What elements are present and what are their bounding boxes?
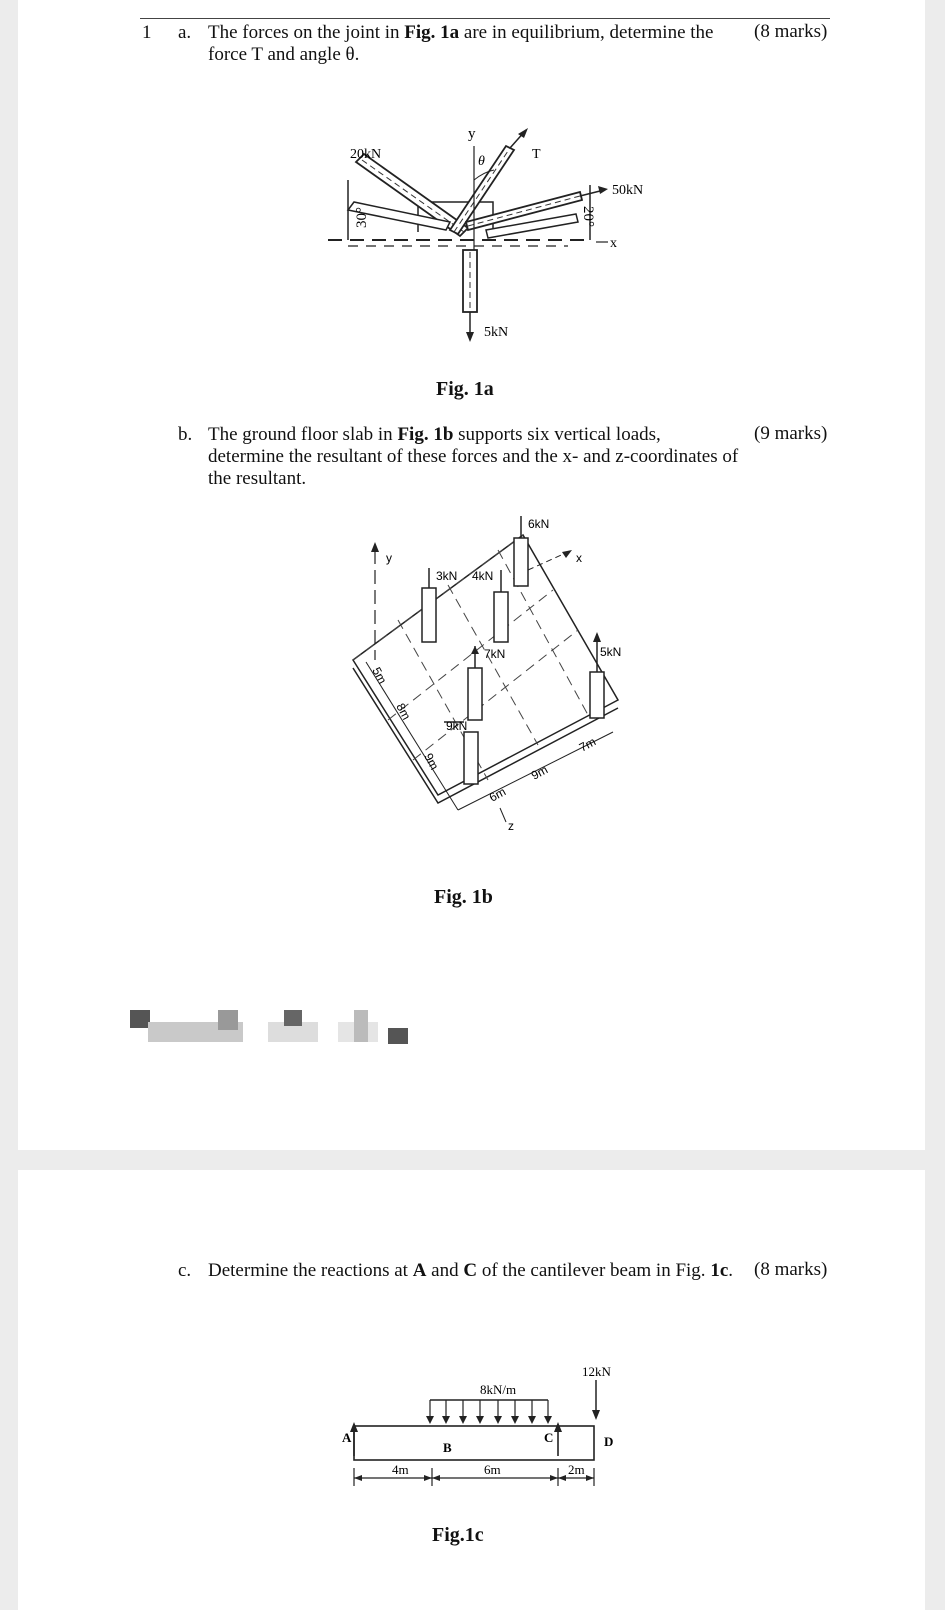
- part-b-text-post: supports six vertical loads,: [453, 424, 661, 445]
- label-theta: θ: [478, 154, 485, 169]
- label-20kn: 20kN: [350, 147, 382, 162]
- fig-1c-caption: Fig.1c: [432, 1524, 484, 1546]
- part-a-line1: [208, 21, 713, 44]
- load-6kn: 6kN: [528, 517, 550, 531]
- label-a: A: [342, 1430, 352, 1445]
- part-a-marks: (8 marks): [754, 21, 828, 42]
- label-udl: 8kN/m: [480, 1382, 517, 1397]
- dim-4m: 4m: [392, 1462, 409, 1477]
- figure-1b: [338, 510, 638, 840]
- part-c-bold-c: C: [463, 1260, 478, 1281]
- label-30deg: 30°: [354, 207, 370, 228]
- label-12kn: 12kN: [582, 1364, 611, 1379]
- dim-9m-bottom: 9m: [528, 762, 551, 783]
- part-a-letter: a.: [178, 22, 192, 43]
- part-b-fig-ref: Fig. 1b: [397, 424, 454, 445]
- part-c-text-end: .: [728, 1260, 733, 1281]
- axis-x: x: [576, 551, 582, 565]
- dim-7m: 7m: [576, 734, 599, 755]
- part-b-line2: determine the resultant of these forces and the x- and z-coordinates of: [208, 446, 739, 467]
- figure-1c: [338, 1360, 638, 1510]
- column-6kn: [514, 516, 528, 586]
- part-c-letter: c.: [178, 1260, 192, 1281]
- part-c-fig-ref: 1c: [710, 1260, 729, 1281]
- column-7kn: [468, 646, 482, 720]
- part-b-line3: the resultant.: [208, 468, 307, 489]
- figure-1a: [318, 110, 658, 360]
- dim-6m: 6m: [486, 784, 509, 805]
- label-b: B: [443, 1440, 452, 1455]
- axis-y: y: [386, 551, 392, 565]
- part-c-marks: (8 marks): [754, 1259, 828, 1280]
- dim-8m: 8m: [393, 700, 414, 723]
- load-4kn: 4kN: [472, 569, 494, 583]
- dim-2m: 2m: [568, 1462, 585, 1477]
- page-2: [18, 1170, 925, 1610]
- column-3kn: [422, 568, 436, 642]
- column-4kn: [494, 570, 508, 642]
- label-y: y: [468, 126, 476, 142]
- part-a-line2: force T and angle θ.: [208, 44, 360, 65]
- part-c-bold-a: A: [412, 1260, 427, 1281]
- label-5kn: 5kN: [484, 325, 509, 340]
- label-x: x: [610, 236, 617, 251]
- part-b-letter: b.: [178, 424, 193, 445]
- part-b-text-pre: The ground floor slab in: [208, 424, 398, 445]
- load-3kn: 3kN: [436, 569, 458, 583]
- label-c: C: [544, 1430, 554, 1445]
- label-20deg: 20°: [580, 206, 596, 227]
- part-c-line1: [208, 1259, 733, 1282]
- page-1: [18, 0, 925, 1150]
- part-c-text-mid: and: [426, 1260, 464, 1281]
- load-9kn: 9kN: [446, 719, 468, 733]
- top-rule: [140, 18, 830, 19]
- fig-1b-caption: Fig. 1b: [434, 886, 493, 908]
- part-a-fig-ref: Fig. 1a: [404, 22, 460, 43]
- part-b-line1: [208, 423, 661, 446]
- dim-5m: 5m: [369, 664, 390, 687]
- part-c-text-pre: Determine the reactions at: [208, 1260, 413, 1281]
- slab-edge: [353, 668, 618, 803]
- dim-9m-left: 9m: [421, 750, 442, 773]
- part-a-text-post: are in equilibrium, determine the: [459, 22, 714, 43]
- part-a-text-pre: The forces on the joint in: [208, 22, 405, 43]
- label-50kn: 50kN: [612, 183, 644, 198]
- label-d: D: [604, 1434, 614, 1449]
- udl-arrows: [426, 1400, 552, 1424]
- axis-z: z: [508, 819, 514, 833]
- part-c-text-post: of the cantilever beam in Fig.: [477, 1260, 711, 1281]
- load-7kn: 7kN: [484, 647, 506, 661]
- load-5kn: 5kN: [600, 645, 622, 659]
- question-number: 1: [142, 22, 152, 43]
- part-b-marks: (9 marks): [754, 423, 828, 444]
- fig-1a-caption: Fig. 1a: [436, 378, 494, 400]
- dim-6m: 6m: [484, 1462, 501, 1477]
- label-t: T: [532, 147, 541, 162]
